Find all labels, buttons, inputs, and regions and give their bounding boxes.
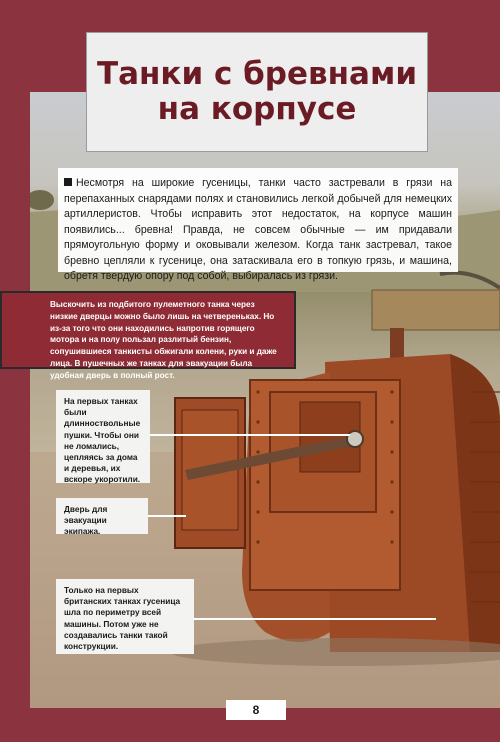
callout-track: [56, 579, 194, 654]
sidebar-fact-text: Выскочить из подбитого пулеметного танка через низкие дверцы можно было лишь на четвереньках. Но из-за того что они находились напротив горящего мотора и на полу пользал разлитый бензин, сопушившиеся танкисты обжигали колени, руки и даже лица. В пушечных же танках для эвакуации была удобная дверь в полный рост.: [50, 300, 277, 380]
callout-gun: [56, 390, 150, 483]
callout-track-text: Только на первых британских танках гусеница шла по периметру всей машины. Потом уже не создавались танки такой конструкции.: [64, 585, 181, 652]
intro-paragraph: [58, 168, 458, 282]
callout-door-line: [148, 515, 186, 517]
callout-door: [56, 498, 148, 537]
page-number: 8: [226, 700, 286, 720]
callout-track-line: [194, 618, 436, 620]
title-box: [86, 32, 428, 152]
sidebar-fact-box: [0, 291, 296, 380]
callout-gun-line: [150, 434, 350, 436]
bullet-square-icon: [64, 178, 72, 186]
callout-gun-text: На первых танках были длинноствольные пушки. Чтобы они не ломались, цепляясь за дома и деревья, их вскоре укоротили.: [64, 396, 141, 485]
callout-door-text: Дверь для эвакуации экипажа.: [64, 504, 108, 537]
page-title: Танки с бревнами на корпусе: [96, 56, 418, 127]
intro-text: Несмотря на широкие гусеницы, танки часто застревали в грязи на перепаханных снарядами полях и становились легкой добычей для немецких артиллеристов. Чтобы исправить этот недостаток, на корпусе машин появились... бревна! Правда, не совсем обычные — им придавали прямоугольную форму и оковывали железом. Когда танк застревал, такое бревно цепляли к гусенице, она затаскивала его в топкую грязь, и машина, обретя твердую опору под собой, выбиралась из грязи.: [64, 177, 452, 282]
